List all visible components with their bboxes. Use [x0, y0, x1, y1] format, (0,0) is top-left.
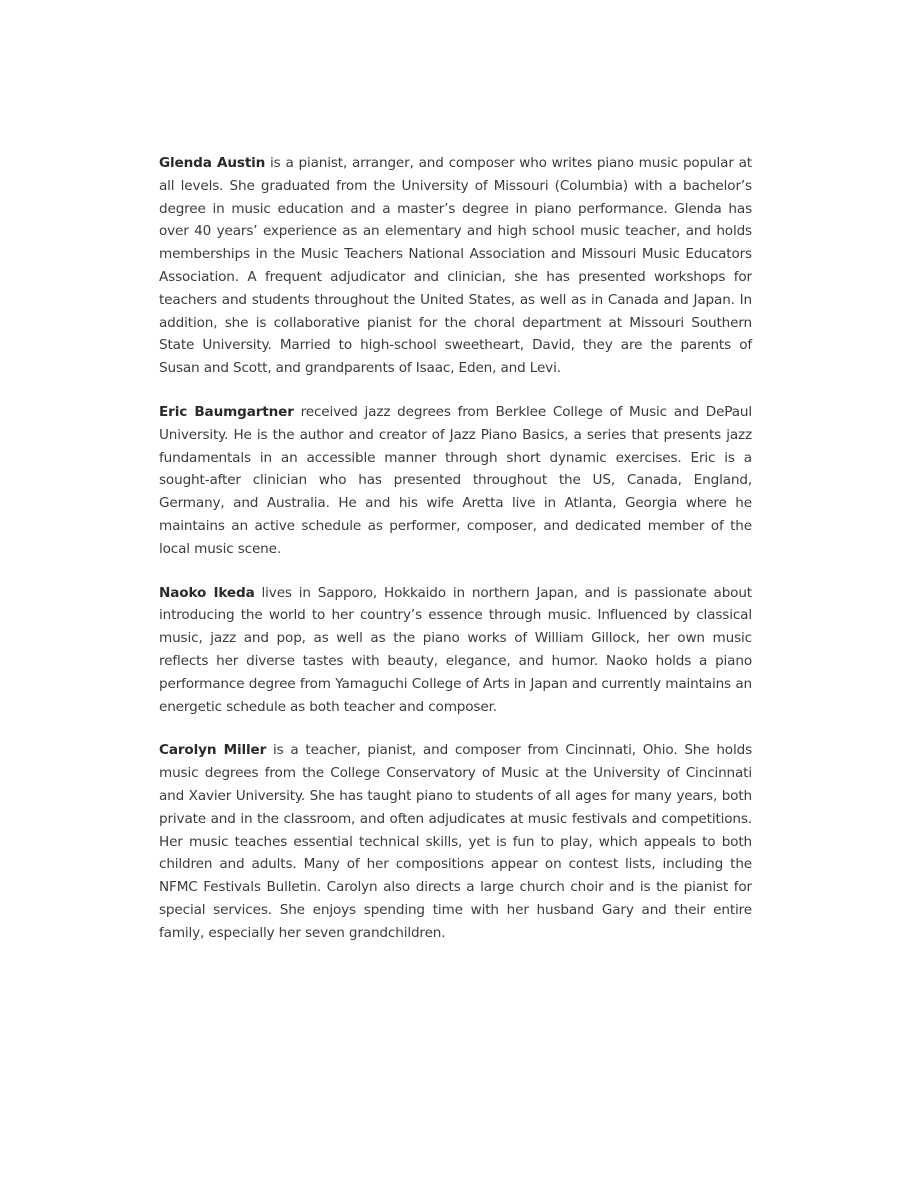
bio-glenda-austin — [159, 152, 752, 380]
bio-eric-baumgartner — [159, 401, 752, 561]
bio-text: lives in Sapporo, Hokkaido in northern Japan, and is passionate about introducing the world to her country’s essence through music. Influenced by classical music, jazz and pop, as well as the piano works of William Gillock, her own music reflects her diverse tastes with beauty, elegance, and humor. Naoko holds a piano performance degree from Yamaguchi College of Arts in Japan and currently maintains an energetic schedule as both teacher and composer. — [159, 584, 752, 715]
bio-name: Glenda Austin — [159, 155, 266, 171]
bio-naoko-ikeda — [159, 582, 752, 719]
composer-bios — [159, 152, 752, 966]
bio-text: is a pianist, arranger, and composer who writes piano music popular at all levels. She graduated from the University of Missouri (Columbia) with a bachelor’s degree in music education and a master’s degree in piano performance. Glenda has over 40 years’ experience as an elementary and high school music teacher, and holds memberships in the Music Teachers National Association and Missouri Music Educators Association. A frequent adjudicator and clinician, she has presented workshops for teachers and students throughout the United States, as well as in Canada and Japan. In addition, she is collaborative pianist for the choral department at Missouri Southern State University. Married to high-school sweetheart, David, they are the parents of Susan and Scott, and grandparents of Isaac, Eden, and Levi. — [159, 155, 752, 377]
bio-text: received jazz degrees from Berklee College of Music and DePaul University. He is the author and creator of Jazz Piano Basics, a series that presents jazz fundamentals in an accessible manner through short dynamic exercises. Eric is a sought-after clinician who has presented throughout the US, Canada, England, Germany, and Australia. He and his wife Aretta live in Atlanta, Georgia where he maintains an active schedule as performer, composer, and dedicated member of the local music scene. — [159, 403, 752, 557]
bio-name: Carolyn Miller — [159, 742, 267, 759]
bio-carolyn-miller — [159, 739, 752, 944]
bio-name: Eric Baumgartner — [159, 403, 294, 420]
bio-name: Naoko Ikeda — [159, 584, 255, 601]
bio-text: is a teacher, pianist, and composer from Cincinnati, Ohio. She holds music degrees from the College Conservatory of Music at the University of Cincinnati and Xavier University. She has taught piano to students of all ages for many years, both private and in the classroom, and often adjudicates at music festivals and competitions. Her music teaches essential technical skills, yet is fun to play, which appeals to both children and adults. Many of her compositions appear on contest lists, including the NFMC Festivals Bulletin. Carolyn also directs a large church choir and is the pianist for special services. She enjoys spending time with her husband Gary and their entire family, especially her seven grandchildren. — [159, 742, 752, 941]
